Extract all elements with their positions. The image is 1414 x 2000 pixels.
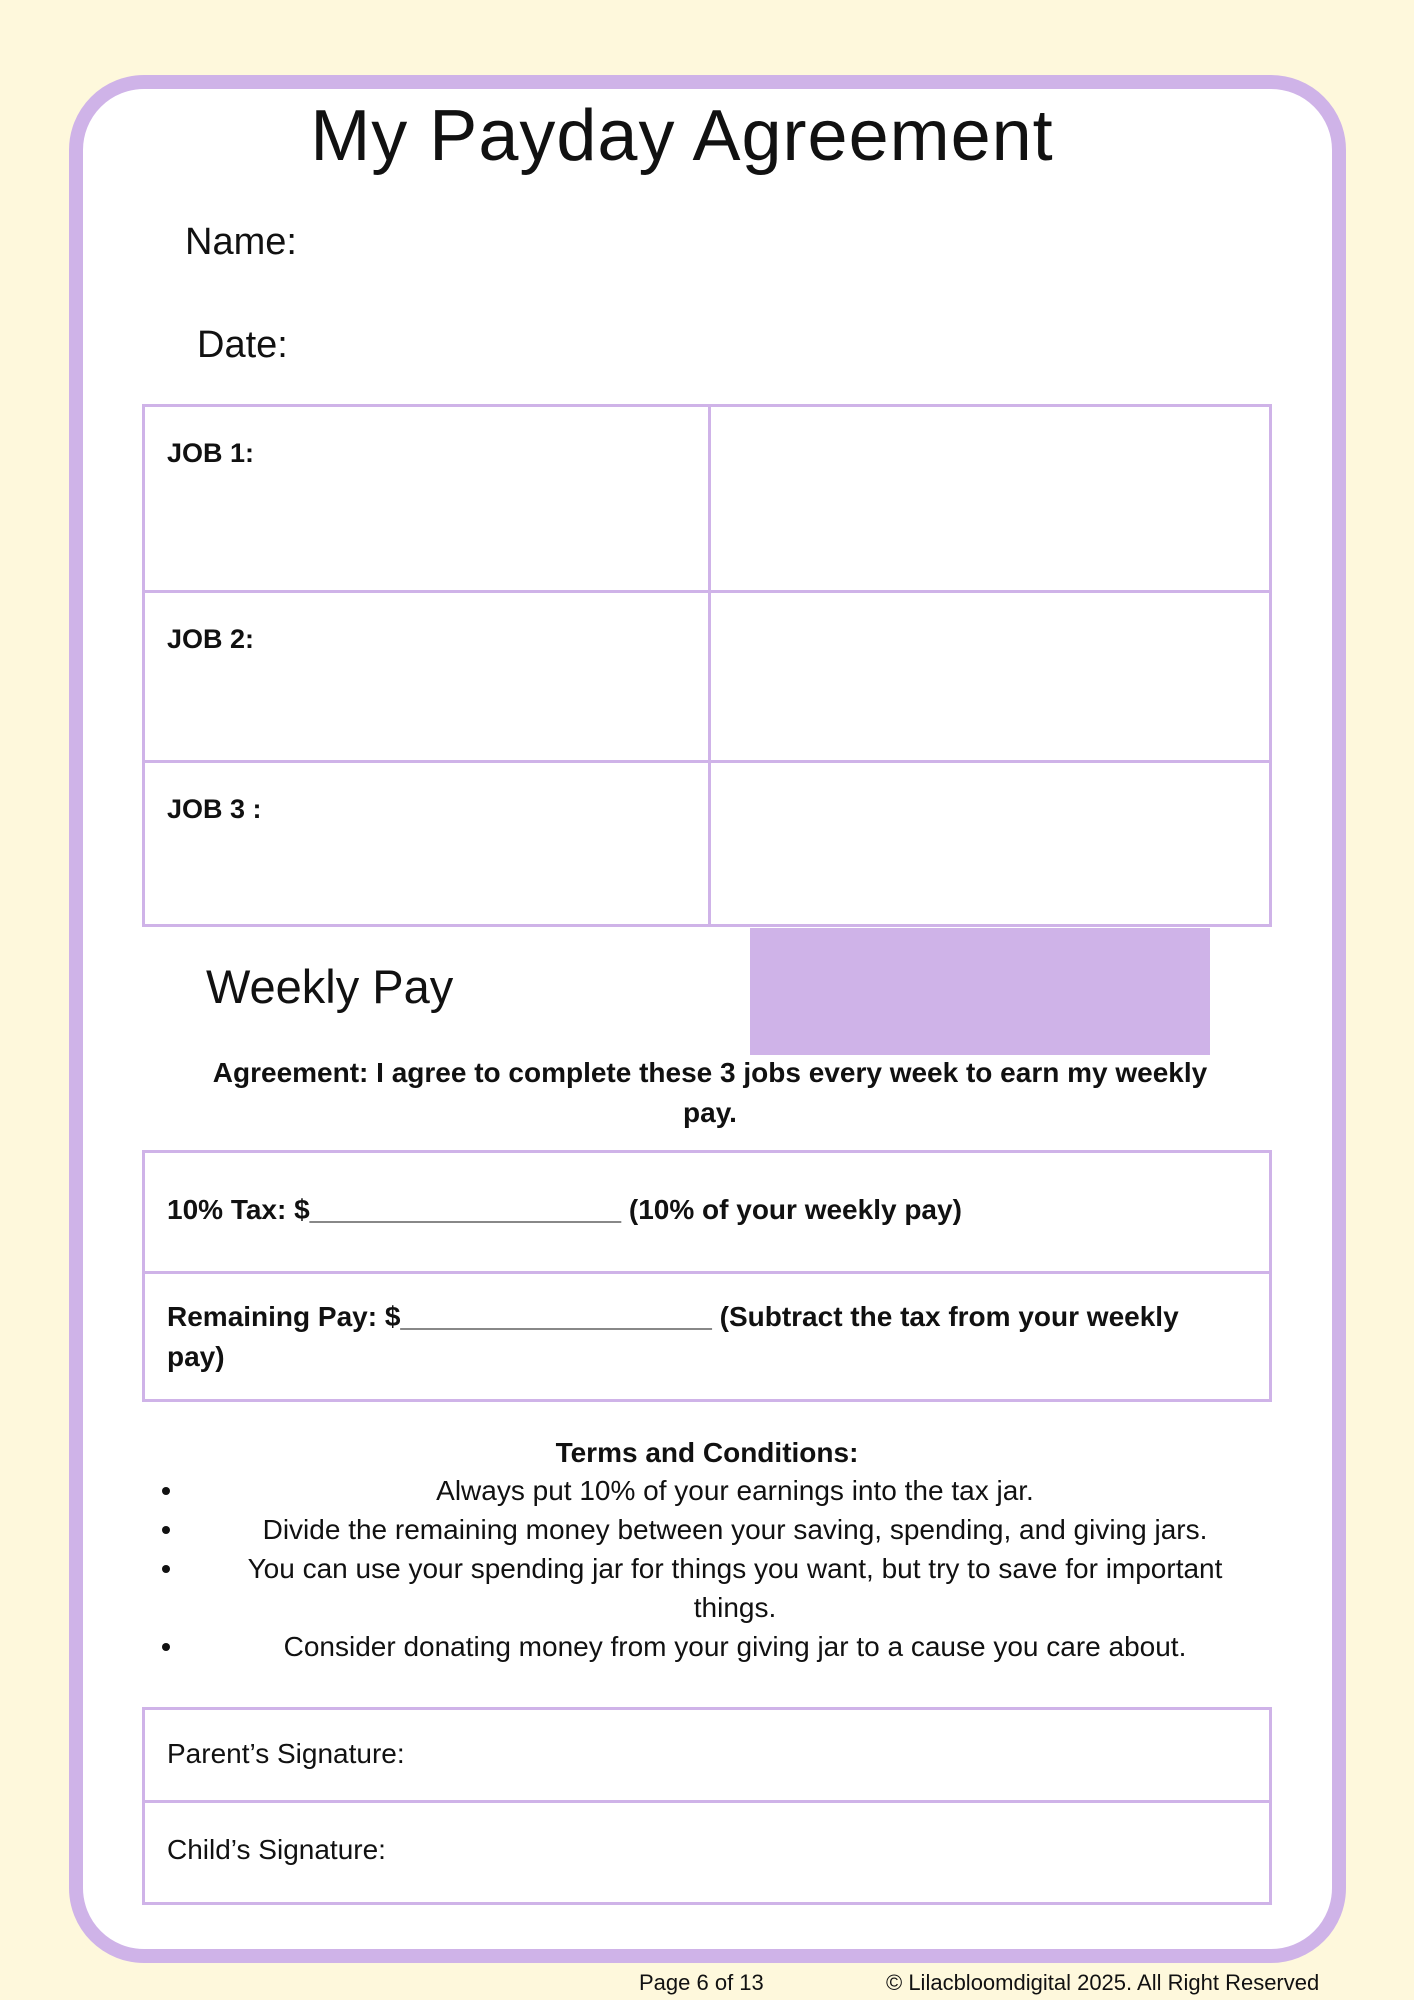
terms-item: You can use your spending jar for things you want, but try to save for important things. (150, 1549, 1260, 1627)
terms-list (150, 1471, 1260, 1666)
terms-item: Consider donating money from your giving jar to a cause you care about. (150, 1627, 1260, 1666)
parent-signature-label: Parent’s Signature: (167, 1738, 405, 1769)
job-3-label: JOB 3 : (167, 794, 262, 824)
remaining-pay-line: Remaining Pay: $____________________ (Subtract the tax from your weekly pay) (167, 1301, 1179, 1372)
jobs-table (142, 404, 1272, 927)
terms-item: Always put 10% of your earnings into the tax jar. (150, 1471, 1260, 1510)
job-1-label: JOB 1: (167, 438, 255, 468)
weekly-pay-box (750, 928, 1210, 1055)
pay-calculation-table (142, 1150, 1272, 1402)
job-row-1 (145, 407, 1269, 590)
tax-row (145, 1153, 1269, 1271)
job-row-3 (145, 760, 1269, 927)
tax-line: 10% Tax: $____________________ (10% of your weekly pay) (167, 1194, 962, 1225)
parent-signature-row (145, 1710, 1269, 1800)
copyright: © Lilacbloomdigital 2025. All Right Reserved (886, 1970, 1320, 1995)
date-label: Date: (197, 324, 288, 366)
name-label: Name: (185, 221, 297, 263)
remaining-pay-row (145, 1271, 1269, 1399)
page-number: Page 6 of 13 (639, 1970, 764, 1995)
job-row-2 (145, 590, 1269, 760)
child-signature-row (145, 1800, 1269, 1902)
page-title: My Payday Agreement (310, 96, 1054, 176)
agreement-statement: Agreement: I agree to complete these 3 jobs every week to earn my weekly pay. (212, 1057, 1208, 1128)
terms-item: Divide the remaining money between your saving, spending, and giving jars. (150, 1510, 1260, 1549)
terms-title: Terms and Conditions: (555, 1437, 859, 1468)
weekly-pay-label: Weekly Pay (206, 960, 454, 1013)
child-signature-label: Child’s Signature: (167, 1834, 386, 1865)
signature-table (142, 1707, 1272, 1905)
job-2-label: JOB 2: (167, 624, 255, 654)
